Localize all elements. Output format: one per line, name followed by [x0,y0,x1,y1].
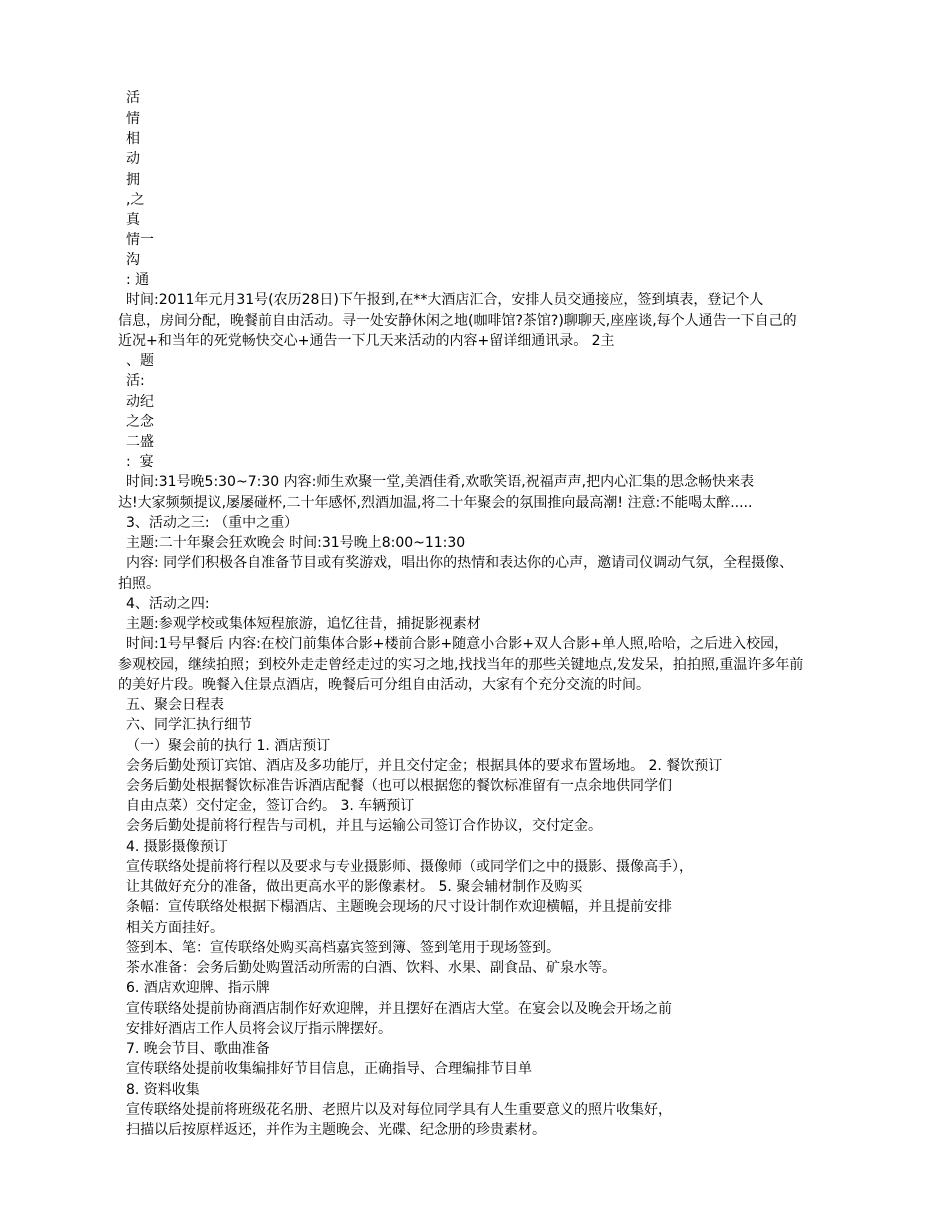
text-line: 3、活动之三: （重中之重） [126,515,299,531]
text-line: 情一 [126,232,154,248]
text-line: 信息，房间分配，晚餐前自由活动。寻一处安静休闲之地(咖啡馆?茶馆?)聊聊天,座座谈,每个人通告一下自己的 [118,313,797,329]
text-line: 会务后勤处预订宾馆、酒店及多功能厅，并且交付定金；根据具体的要求布置场地。 2. 餐饮预订 [126,758,723,774]
text-line: 动纪 [126,394,154,410]
text-line: 主题:二十年聚会狂欢晚会 时间:31号晚上8:00~11:30 [126,535,466,551]
text-line: 4. 摄影摄像预订 [126,839,228,855]
text-line: 宣传联络处提前将行程以及要求与专业摄影师、摄像师（或同学们之中的摄影、摄像高手）， [126,859,693,875]
text-line: 五、聚会日程表 [126,697,224,713]
text-line: 主题:参观学校或集体短程旅游，追忆往昔，捕捉影视素材 [126,616,481,632]
text-line: 时间:2011年元月31号(农历28日)下午报到,在**大酒店汇合，安排人员交通接应，签到填表，登记个人 [126,292,764,308]
text-line: 宣传联络处提前协商酒店制作好欢迎牌，并且摆好在酒店大堂。在宴会以及晚会开场之前 [126,1001,672,1017]
text-line: 自由点菜）交付定金，签订合约。 3. 车辆预订 [126,798,415,814]
text-line: 6. 酒店欢迎牌、指示牌 [126,980,270,996]
text-line: 会务后勤处提前将行程告与司机，并且与运输公司签订合作协议，交付定金。 [126,818,602,834]
text-line: 宣传联络处提前收集编排好节目信息，正确指导、合理编排节目单 [126,1061,532,1077]
text-line: 沟 [126,252,140,268]
text-line: 条幅：宣传联络处根据下榻酒店、主题晚会现场的尺寸设计制作欢迎横幅，并且提前安排 [126,899,672,915]
text-line: 六、同学汇执行细节 [126,717,252,733]
text-line: ,之 [126,192,145,208]
text-line: （一）聚会前的执行 1. 酒店预订 [126,738,331,754]
text-line: 活: [126,373,145,389]
text-line: 7. 晚会节目、歌曲准备 [126,1041,270,1057]
text-line: 真 [126,212,140,228]
text-line: 拥 [126,172,140,188]
text-line: 情 [126,111,140,127]
text-line: 内容: 同学们积极各自准备节目或有奖游戏，唱出你的热情和表达你的心声，邀请司仪调动气氛，全程摄像、 [126,555,794,571]
text-line: 参观校园，继续拍照；到校外走走曾经走过的实习之地,找找当年的那些关键地点,发发呆，拍拍照,重温许多年前 [118,657,804,673]
text-line: 之念 [126,414,154,430]
text-line: 会务后勤处根据餐饮标准告诉酒店配餐（也可以根据您的餐饮标准留有一点余地供同学们 [126,778,672,794]
text-line: 安排好酒店工作人员将会议厅指示牌摆好。 [126,1021,392,1037]
text-line: 扫描以后按原样返还，并作为主题晚会、光碟、纪念册的珍贵素材。 [126,1122,546,1138]
text-line: 达!大家频频提议,屡屡碰杯,二十年感怀,烈酒加温,将二十年聚会的氛围推向最高潮! 注意:不能喝太醉..... [118,495,753,511]
text-line: 动 [126,151,140,167]
text-line: 时间:1号早餐后 内容:在校门前集体合影+楼前合影+随意小合影+双人合影+单人照,哈哈，之后进入校园， [126,636,789,652]
text-line: 、题 [126,353,154,369]
text-line: : 宴 [126,454,154,470]
text-line: 签到本、笔：宣传联络处购买高档嘉宾签到簿、签到笔用于现场签到。 [126,940,560,956]
text-line: 相关方面挂好。 [126,920,224,936]
text-line: 相 [126,131,140,147]
text-line: 时间:31号晚5:30~7:30 内容:师生欢聚一堂,美酒佳肴,欢歌笑语,祝福声声,把内心汇集的思念畅快来表 [126,474,755,490]
text-line: 4、活动之四: [126,596,210,612]
text-line: 让其做好充分的准备，做出更高水平的影像素材。 5. 聚会辅材制作及购买 [126,879,583,895]
text-line: 二盛 [126,434,154,450]
text-line: 拍照。 [118,576,160,592]
text-line: 8. 资料收集 [126,1082,200,1098]
text-line: 近况+和当年的死党畅快交心+通告一下几天来活动的内容+留详细通讯录。 2主 [118,333,615,349]
text-line: : 通 [126,272,150,288]
text-line: 活 [126,90,140,106]
text-line: 茶水准备：会务后勤处购置活动所需的白酒、饮料、水果、副食品、矿泉水等。 [126,960,616,976]
text-line: 宣传联络处提前将班级花名册、老照片以及对每位同学具有人生重要意义的照片收集好， [126,1102,672,1118]
text-line: 的美好片段。晚餐入住景点酒店，晚餐后可分组自由活动，大家有个充分交流的时间。 [118,677,650,693]
